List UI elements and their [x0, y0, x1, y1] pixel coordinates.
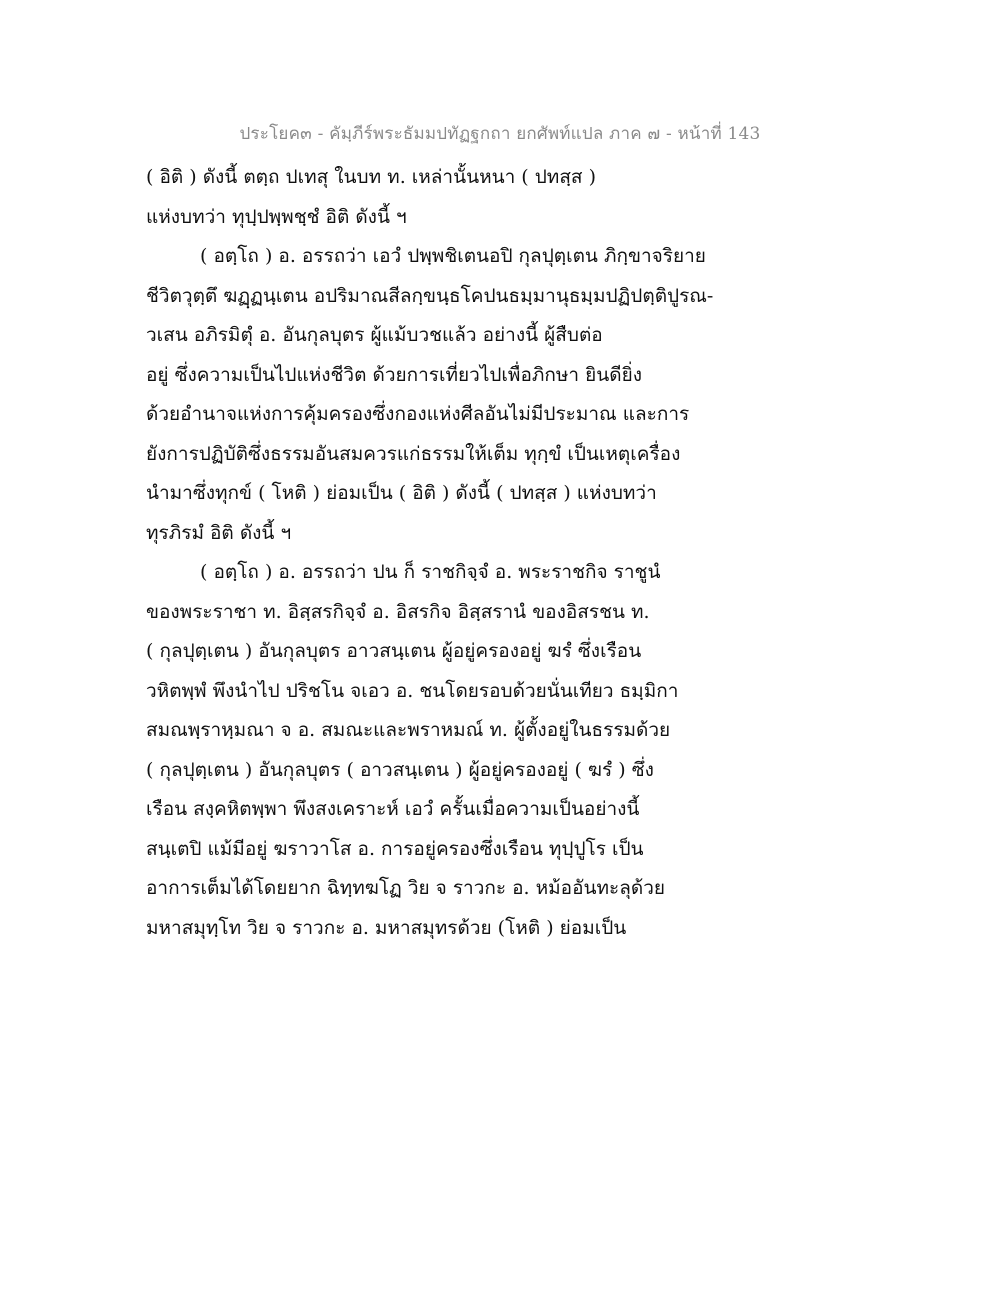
text-line: อาการเต็มได้โดยยาก ฉิทฺทฆโฏ วิย จ ราวกะ อ. หม้ออันทะลุด้วย [146, 877, 665, 899]
text-line: ยังการปฏิบัติซึ่งธรรมอันสมควรแก่ธรรมให้เต็ม ทุกฺขํ เป็นเหตุเครื่อง [146, 442, 681, 465]
text-line: สนฺเตปิ แม้มีอยู่ ฆราวาโส อ. การอยู่ครองซึ่งเรือน ทุปฺปูโร เป็น [146, 837, 644, 860]
text-line: อยู่ ซึ่งความเป็นไปแห่งชีวิต ด้วยการเที่ยวไปเพื่อภิกษา ยินดียิ่ง [146, 363, 642, 386]
text-line: วหิตพฺพํ พึงนำไป ปริชโน จเอว อ. ชนโดยรอบด้วยนั่นเทียว ธมฺมิกา [146, 679, 679, 702]
running-header: ประโยค๓ - คัมฺภีร์พระธัมมปทัฏฐกถา ยกศัพท์แปล ภาค ๗ - หน้าที่ 143 [239, 124, 761, 144]
text-line: สมณพฺราหฺมณา จ อ. สมณะและพราหมณ์ ท. ผู้ตั้งอยู่ในธรรมด้วย [146, 719, 671, 741]
text-line: แห่งบทว่า ทุปฺปพฺพชฺชํ อิติ ดังนี้ ฯ [146, 205, 407, 228]
body-text [146, 158, 866, 948]
text-line: นำมาซึ่งทุกข์ ( โหติ ) ย่อมเป็น ( อิติ ) ดังนี้ ( ปทสฺส ) แห่งบทว่า [146, 482, 657, 504]
text-line: มหาสมุทฺโท วิย จ ราวกะ อ. มหาสมุทรด้วย (โหติ ) ย่อมเป็น [146, 916, 627, 939]
text-line: ( อตฺโถ ) อ. อรรถว่า ปน ก็ ราชกิจฺจํ อ. พระราชกิจ ราชูนํ [200, 561, 661, 583]
text-line: ( กุลปุตฺเตน ) อันกุลบุตร ( อาวสนฺเตน ) ผู้อยู่ครองอยู่ ( ฆรํ ) ซึ่ง [146, 758, 654, 781]
text-line: ( อตฺโถ ) อ. อรรถว่า เอวํ ปพฺพชิเตนอปิ กุลปุตฺเตน ภิกฺขาจริยาย [200, 245, 706, 267]
text-line: เรือน สงฺคหิตพฺพา พึงสงเคราะห์ เอวํ ครั้นเมื่อความเป็นอย่างนี้ [146, 798, 640, 820]
text-line: ( กุลปุตฺเตน ) อันกุลบุตร อาวสนฺเตน ผู้อยู่ครองอยู่ ฆรํ ซึ่งเรือน [146, 640, 642, 662]
text-line: ชีวิตวุตฺตึ ฆฏฺฏนฺเตน อปริมาณสีลกฺขนฺธโคปนธมฺมานุธมฺมปฏิปตฺติปูรณ- [146, 284, 714, 307]
text-line: ของพระราชา ท. อิสฺสรกิจฺจํ อ. อิสรกิจ อิสฺสรานํ ของอิสรชน ท. [146, 600, 650, 623]
text-line: ด้วยอำนาจแห่งการคุ้มครองซึ่งกองแห่งศีลอันไม่มีประมาณ และการ [146, 403, 690, 425]
text-line: ทุรภิรมํ อิติ ดังนี้ ฯ [146, 521, 292, 544]
text-line: วเสน อภิรมิตุํ อ. อันกุลบุตร ผู้แม้บวชแล้ว อย่างนี้ ผู้สืบต่อ [146, 324, 603, 346]
text-line: ( อิติ ) ดังนี้ ตตฺถ ปเทสุ ในบท ท. เหล่านั้นหนา ( ปทสฺส ) [146, 166, 596, 188]
